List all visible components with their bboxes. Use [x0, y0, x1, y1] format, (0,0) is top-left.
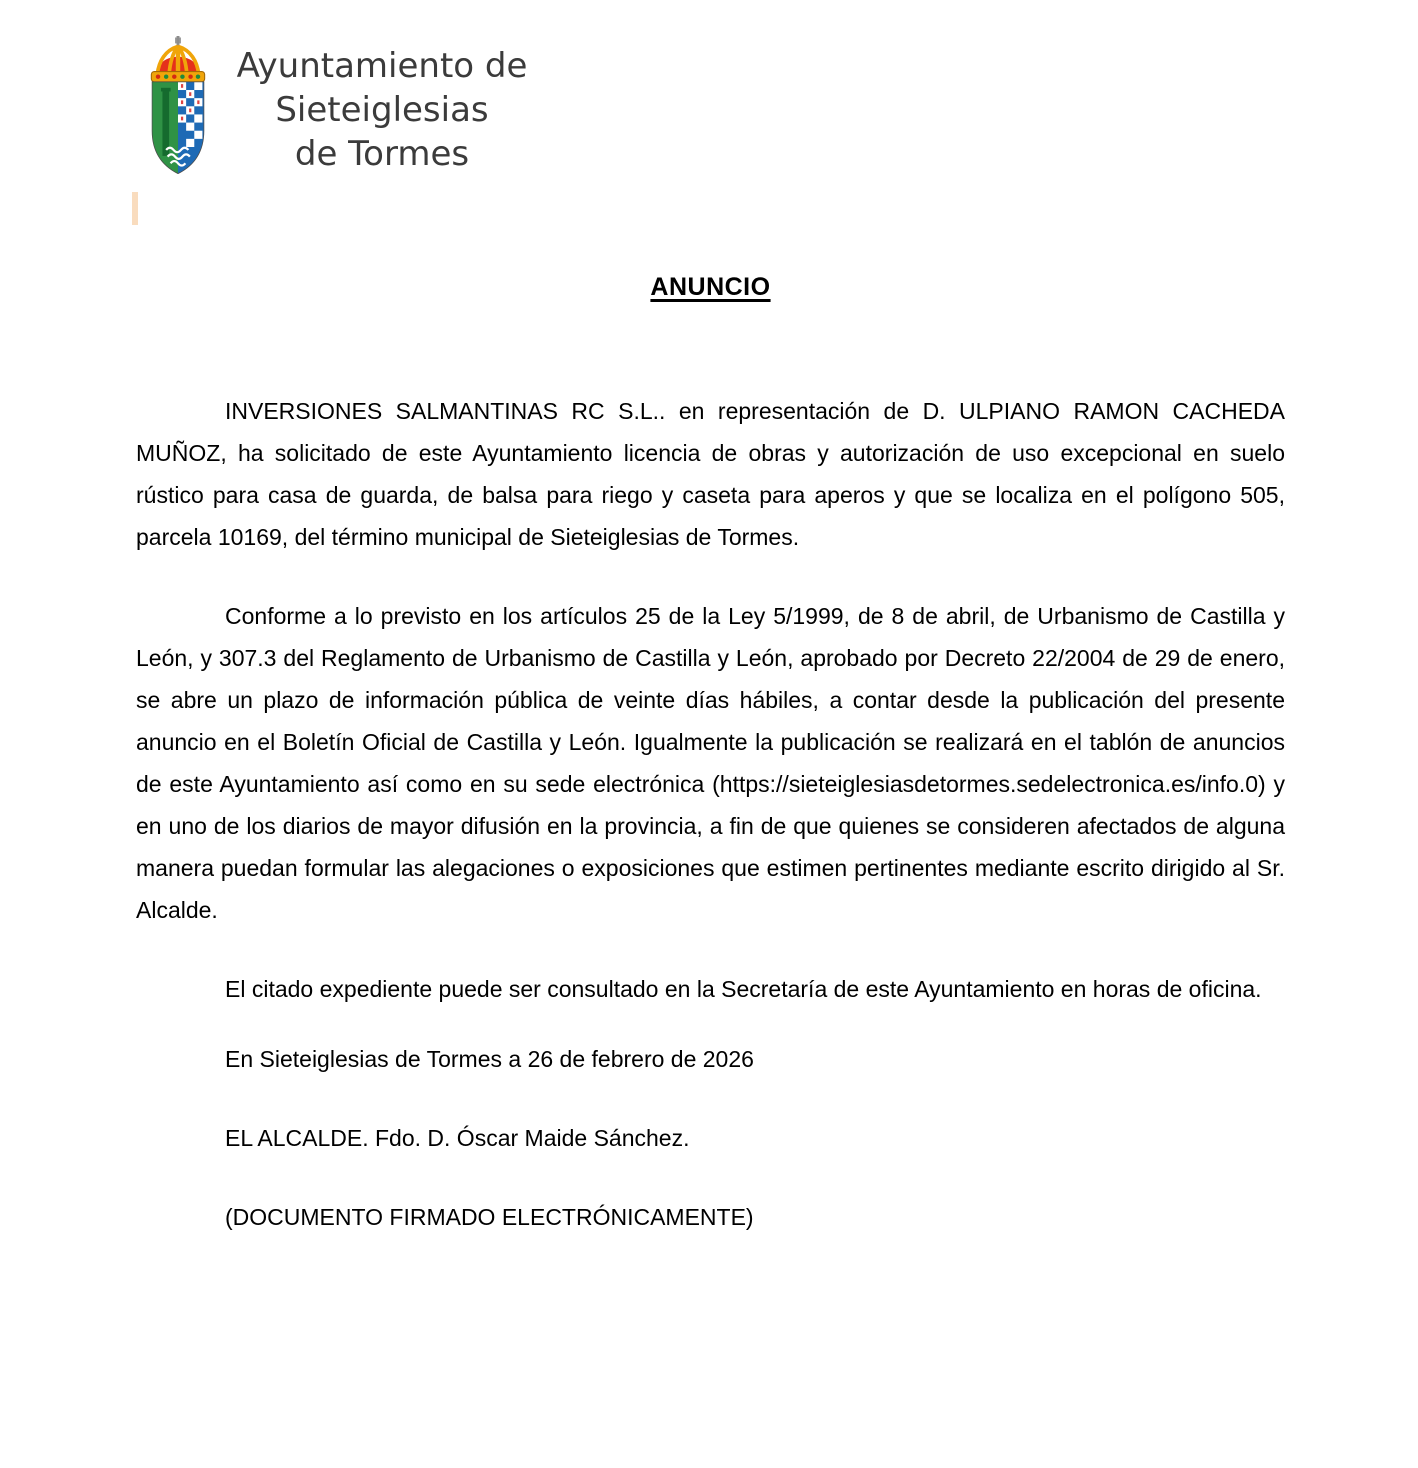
- org-name-line-2: Sieteiglesias: [275, 90, 489, 130]
- municipal-coat-of-arms-icon: [141, 36, 215, 184]
- electronic-signature-notice: (DOCUMENTO FIRMADO ELECTRÓNICAMENTE): [225, 1204, 754, 1230]
- org-name: [231, 36, 533, 176]
- paragraph-applicant: INVERSIONES SALMANTINAS RC S.L.. en representación de D. ULPIANO RAMON CACHEDA MUÑOZ, ha solicitado de este Ayuntamiento licencia de obras y autorización de uso excepcional en suelo rústico para casa de guarda, de balsa para riego y caseta para aperos y que se localiza en el polígono 505, parcela 10169, del término municipal de Sieteiglesias de Tormes.: [136, 398, 1285, 550]
- org-name-line-1: Ayuntamiento de: [236, 46, 528, 86]
- paragraph-legal-basis: Conforme a lo previsto en los artículos 25 de la Ley 5/1999, de 8 de abril, de Urbanismo de Castilla y León, y 307.3 del Reglamento de Urbanismo de Castilla y León, aprobado por Decreto 22/2004 de 29 de enero, se abre un plazo de información pública de veinte días hábiles, a contar desde la publicación del presente anuncio en el Boletín Oficial de Castilla y León. Igualmente la publicación se realizará en el tablón de anuncios de este Ayuntamiento así como en su sede electrónica (https://sieteiglesiasdetormes.sedelectronica.es/info.0) y en uno de los diarios de mayor difusión en la provincia, a fin de que quienes se consideren afectados de alguna manera puedan formular las alegaciones o exposiciones que estimen pertinentes mediante escrito dirigido al Sr. Alcalde.: [136, 603, 1285, 923]
- org-name-line-3: de Tormes: [294, 134, 470, 174]
- text-cursor-mark: [132, 192, 138, 225]
- municipal-header: [141, 36, 533, 184]
- document-body: [136, 390, 1285, 1275]
- signature-line: EL ALCALDE. Fdo. D. Óscar Maide Sánchez.: [225, 1125, 690, 1151]
- date-line: En Sieteiglesias de Tormes a 26 de febrero de 2026: [225, 1046, 754, 1072]
- paragraph-consultation: El citado expediente puede ser consultado en la Secretaría de este Ayuntamiento en horas de oficina.: [225, 976, 1262, 1002]
- document-title: ANUNCIO: [650, 273, 771, 301]
